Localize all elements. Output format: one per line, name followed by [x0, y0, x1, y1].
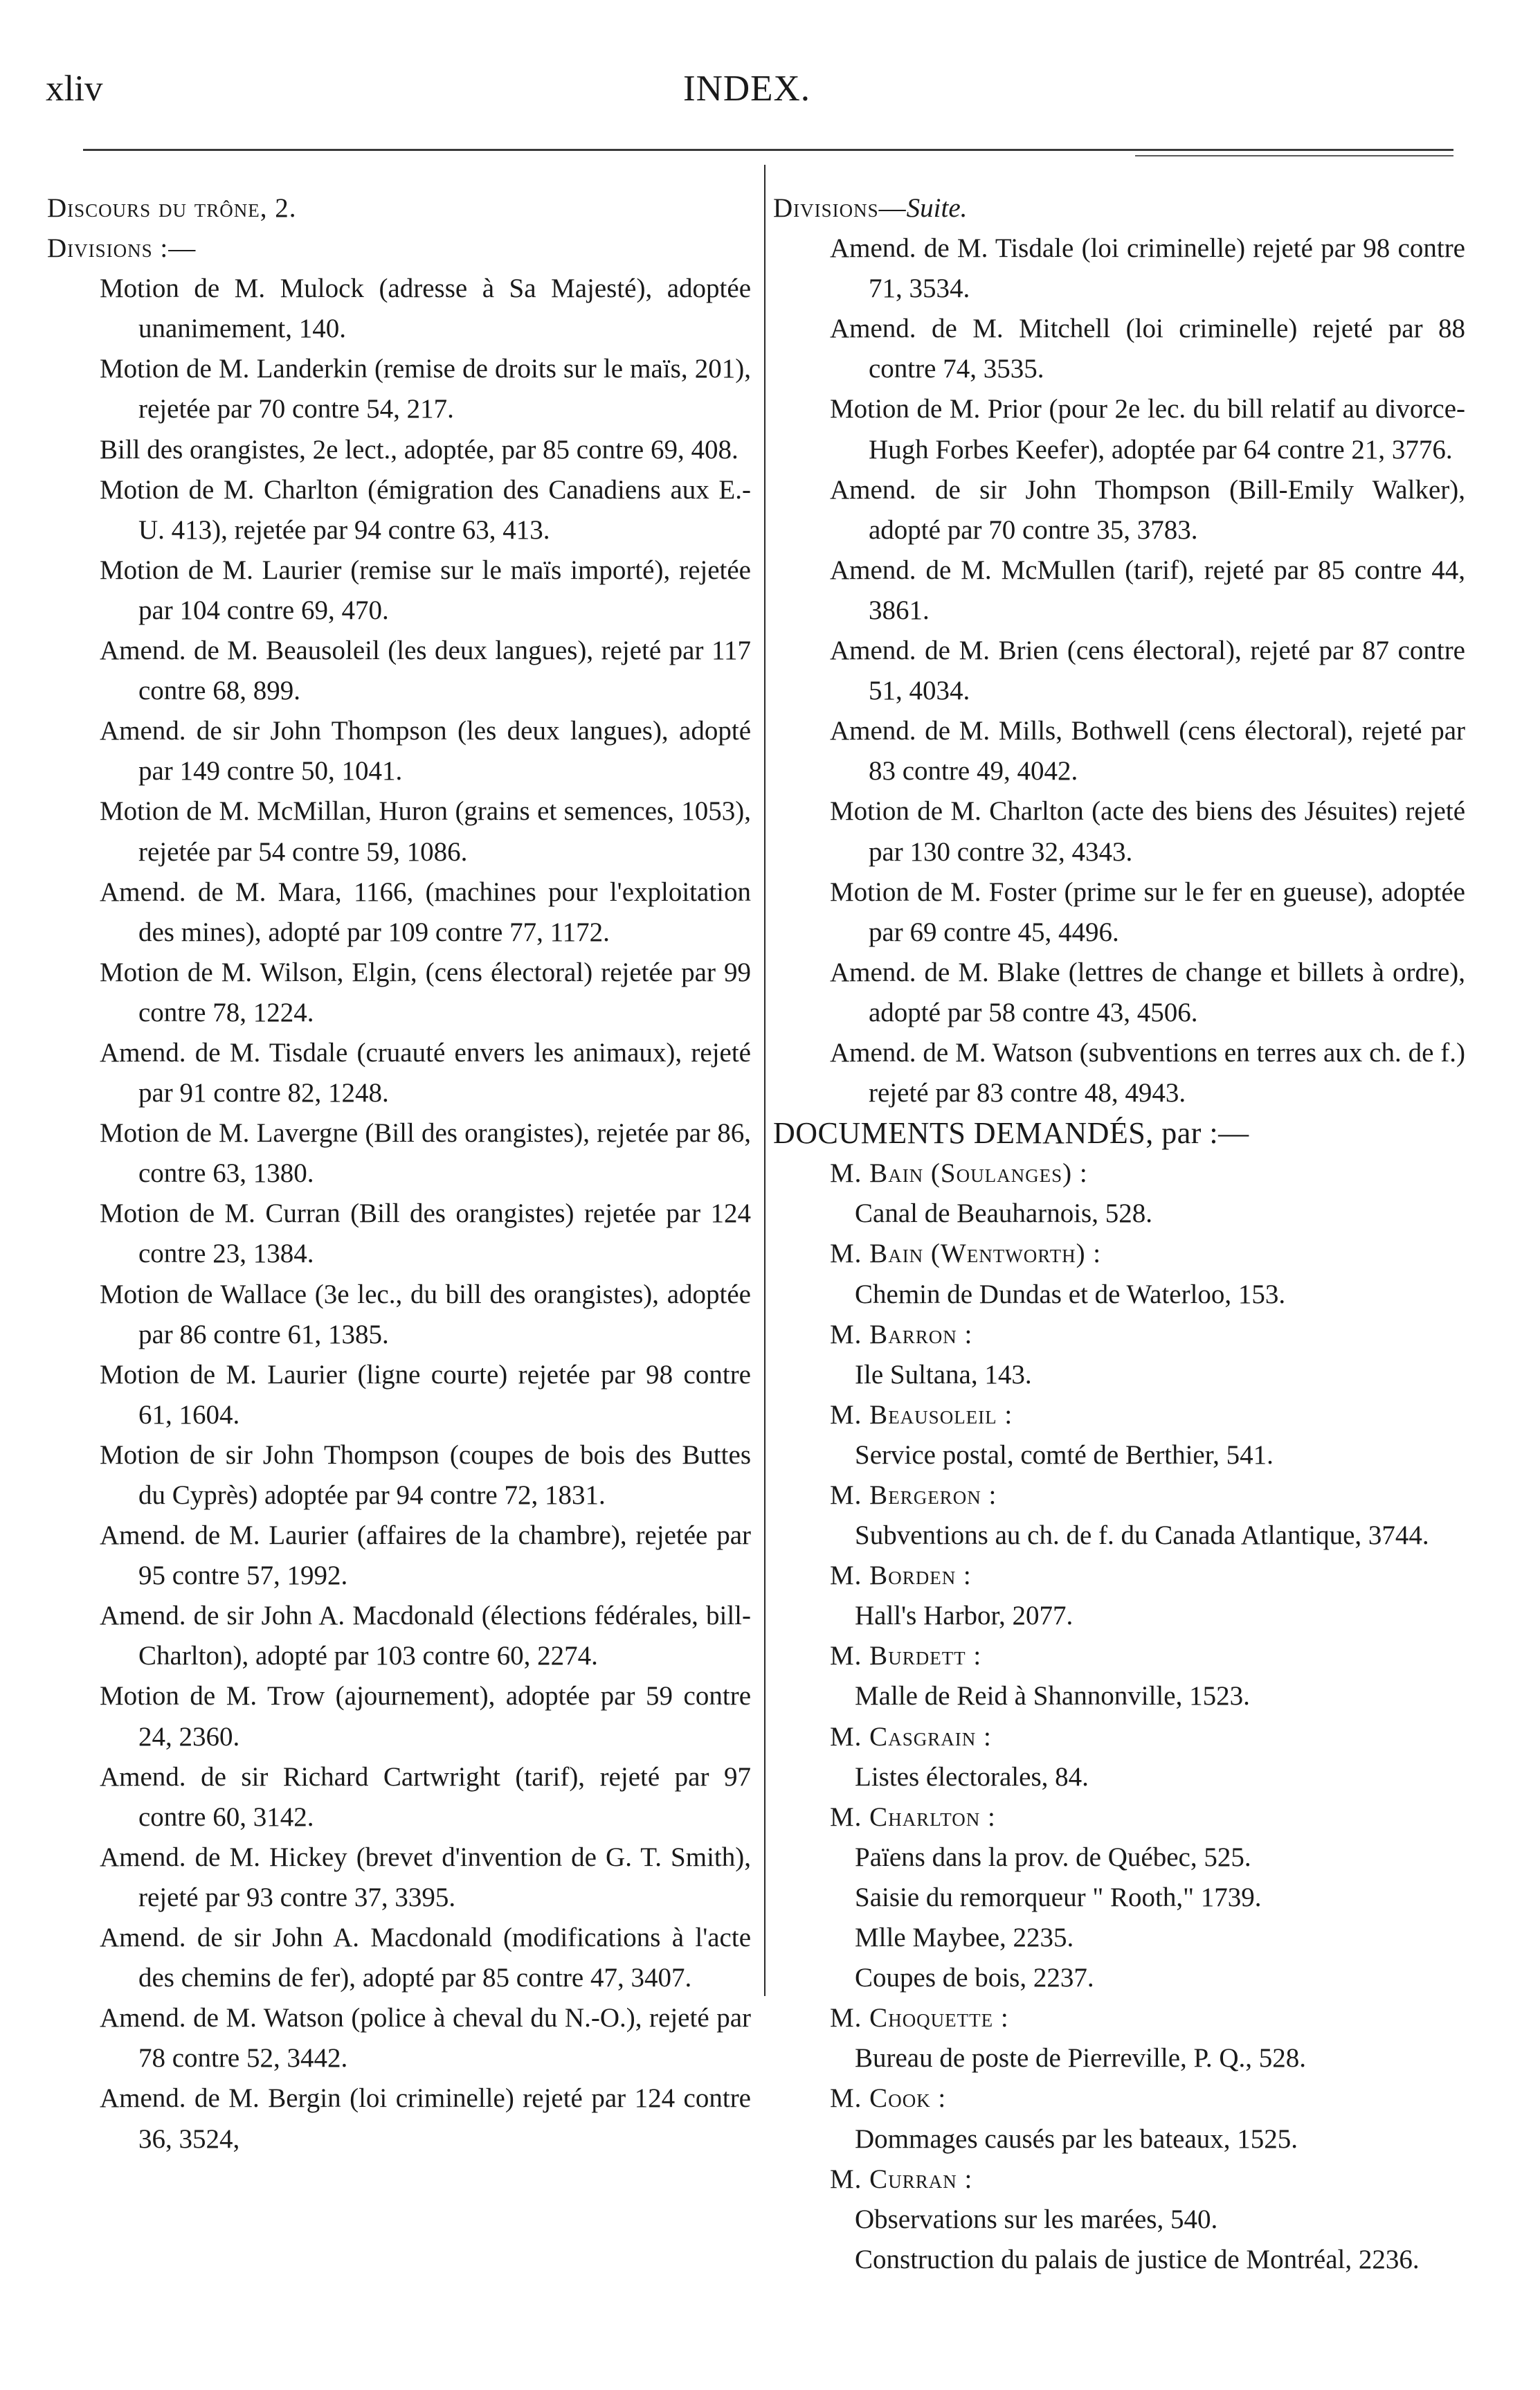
member-name: M. Borden :	[830, 1561, 972, 1591]
division-entry: Amend. de M. Hickey (brevet d'invention de G. T. Smith), rejeté par 93 contre 37, 3395.	[100, 1842, 751, 1912]
documents-list	[773, 1153, 1465, 2280]
column-divider	[764, 165, 766, 1996]
division-entry: Amend. de sir Richard Cartwright (tarif), rejeté par 97 contre 60, 3142.	[100, 1761, 751, 1832]
suite-label: Suite.	[906, 193, 968, 223]
division-entry: Motion de M. Charlton (acte des biens des Jésuites) rejeté par 130 contre 32, 4343.	[830, 796, 1465, 867]
division-entry: Amend. de M. Blake (lettres de change et billets à ordre), adopté par 58 contre 43, 4506.	[830, 957, 1465, 1027]
division-entry: Motion de M. Curran (Bill des orangistes) rejetée par 124 contre 23, 1384.	[100, 1198, 751, 1269]
document-subject: Listes électorales, 84.	[855, 1761, 1089, 1792]
member-name: M. Choquette :	[830, 2003, 1009, 2033]
division-entry: Amend. de M. Mara, 1166, (machines pour l'exploitation des mines), adopté par 109 contre 77, 1172.	[100, 877, 751, 947]
document-subject: Ile Sultana, 143.	[855, 1359, 1032, 1390]
division-entry: Motion de M. Wilson, Elgin, (cens électoral) rejetée par 99 contre 78, 1224.	[100, 957, 751, 1027]
document-group	[773, 1153, 1465, 1234]
document-group	[773, 1234, 1465, 1314]
divisions-heading: Divisions :—	[47, 233, 197, 264]
division-entry: Amend. de M. Beausoleil (les deux langues), rejeté par 117 contre 68, 899.	[100, 636, 751, 706]
division-entry: Motion de M. Mulock (adresse à Sa Majesté), adoptée unanimement, 140.	[100, 273, 751, 344]
document-subject: Coupes de bois, 2237.	[855, 1963, 1094, 1993]
document-subject: Dommages causés par les bateaux, 1525.	[855, 2123, 1298, 2154]
right-entries	[773, 228, 1465, 1113]
divisions-suite-heading	[773, 188, 1465, 228]
document-subject: Chemin de Dundas et de Waterloo, 153.	[855, 1279, 1286, 1309]
divisions-suite-label: Divisions—	[773, 193, 907, 223]
page-header	[40, 68, 1453, 123]
document-group	[773, 1315, 1465, 1395]
document-group	[773, 1475, 1465, 1556]
document-group	[773, 2078, 1465, 2159]
discours-heading: Discours du trône, 2.	[47, 193, 297, 223]
member-name: M. Beausoleil :	[830, 1399, 1013, 1430]
division-entry: Amend. de M. Laurier (affaires de la chambre), rejetée par 95 contre 57, 1992.	[100, 1520, 751, 1591]
division-entry: Motion de M. McMillan, Huron (grains et semences, 1053), rejetée par 54 contre 59, 1086.	[100, 796, 751, 867]
division-entry: Amend. de M. Bergin (loi criminelle) rejeté par 124 contre 36, 3524,	[100, 2083, 751, 2154]
division-entry: Motion de M. Lavergne (Bill des orangistes), rejetée par 86, contre 63, 1380.	[100, 1118, 751, 1189]
division-entry: Amend. de M. Mills, Bothwell (cens électoral), rejeté par 83 contre 49, 4042.	[830, 716, 1465, 787]
left-column	[47, 188, 751, 2159]
document-subject: Construction du palais de justice de Montréal, 2236.	[855, 2244, 1420, 2274]
document-subject: Saisie du remorqueur " Rooth," 1739.	[855, 1882, 1262, 1912]
division-entry: Amend. de sir John Thompson (les deux langues), adopté par 149 contre 50, 1041.	[100, 716, 751, 787]
division-entry: Amend. de M. Mitchell (loi criminelle) rejeté par 88 contre 74, 3535.	[830, 314, 1465, 384]
member-name: M. Bain (Wentworth) :	[830, 1239, 1102, 1269]
document-subject: Subventions au ch. de f. du Canada Atlantique, 3744.	[855, 1520, 1429, 1551]
document-subject: Païens dans la prov. de Québec, 525.	[855, 1842, 1251, 1872]
division-entry: Motion de M. Laurier (ligne courte) rejetée par 98 contre 61, 1604.	[100, 1359, 751, 1430]
division-entry: Amend. de sir John A. Macdonald (modifications à l'acte des chemins de fer), adopté par 85 contre 47, 3407.	[100, 1923, 751, 1993]
document-subject: Service postal, comté de Berthier, 541.	[855, 1439, 1274, 1470]
division-entry: Motion de M. Laurier (remise sur le maïs importé), rejetée par 104 contre 69, 470.	[100, 555, 751, 625]
document-subject: Hall's Harbor, 2077.	[855, 1601, 1074, 1631]
division-entry: Motion de sir John Thompson (coupes de bois des Buttes du Cyprès) adoptée par 94 contre 72, 1831.	[100, 1439, 751, 1510]
division-entry: Amend. de sir John Thompson (Bill-Emily Walker), adopté par 70 contre 35, 3783.	[830, 474, 1465, 545]
division-entry: Amend. de M. Brien (cens électoral), rejeté par 87 contre 51, 4034.	[830, 636, 1465, 706]
document-group	[773, 2159, 1465, 2280]
left-entries	[47, 269, 751, 2159]
division-entry: Motion de M. Charlton (émigration des Canadiens aux E.-U. 413), rejetée par 94 contre 63, 413.	[100, 474, 751, 545]
page-number: xliv	[46, 69, 103, 109]
member-name: M. Burdett :	[830, 1641, 982, 1671]
division-entry: Motion de M. Trow (ajournement), adoptée par 59 contre 24, 2360.	[100, 1681, 751, 1752]
document-group	[773, 1636, 1465, 1716]
division-entry: Amend. de M. McMullen (tarif), rejeté par 85 contre 44, 3861.	[830, 555, 1465, 625]
division-entry: Amend. de M. Watson (subventions en terres aux ch. de f.) rejeté par 83 contre 48, 4943.	[830, 1037, 1465, 1108]
member-name: M. Curran :	[830, 2164, 973, 2194]
header-rule-secondary	[1135, 155, 1453, 156]
division-entry: Amend. de sir John A. Macdonald (élections fédérales, bill-Charlton), adopté par 103 contre 60, 2274.	[100, 1601, 751, 1671]
division-entry: Motion de M. Landerkin (remise de droits sur le maïs, 201), rejetée par 70 contre 54, 217.	[100, 354, 751, 424]
division-entry: Bill des orangistes, 2e lect., adoptée, par 85 contre 69, 408.	[100, 434, 739, 465]
division-entry: Motion de M. Prior (pour 2e lec. du bill relatif au divorce-Hugh Forbes Keefer), adoptée par 64 contre 21, 3776.	[830, 394, 1465, 465]
division-entry: Motion de M. Foster (prime sur le fer en gueuse), adoptée par 69 contre 45, 4496.	[830, 877, 1465, 947]
document-group	[773, 1395, 1465, 1475]
division-entry: Amend. de M. Watson (police à cheval du N.-O.), rejeté par 78 contre 52, 3442.	[100, 2003, 751, 2074]
document-group	[773, 1998, 1465, 2078]
header-rule	[83, 149, 1453, 151]
division-entry: Amend. de M. Tisdale (loi criminelle) rejeté par 98 contre 71, 3534.	[830, 233, 1465, 304]
division-entry: Motion de Wallace (3e lec., du bill des orangistes), adoptée par 86 contre 61, 1385.	[100, 1279, 751, 1349]
document-subject: Malle de Reid à Shannonville, 1523.	[855, 1681, 1250, 1711]
document-subject: Observations sur les marées, 540.	[855, 2204, 1218, 2234]
division-entry: Amend. de M. Tisdale (cruauté envers les animaux), rejeté par 91 contre 82, 1248.	[100, 1037, 751, 1108]
member-name: M. Cook :	[830, 2083, 947, 2114]
member-name: M. Casgrain :	[830, 1721, 992, 1752]
member-name: M. Bergeron :	[830, 1480, 997, 1510]
running-title: INDEX.	[682, 69, 811, 109]
document-group	[773, 1797, 1465, 1998]
document-group	[773, 1556, 1465, 1636]
member-name: M. Charlton :	[830, 1802, 996, 1832]
document-subject: Bureau de poste de Pierreville, P. Q., 528.	[855, 2043, 1307, 2074]
right-column	[773, 188, 1465, 2280]
member-name: M. Barron :	[830, 1319, 973, 1349]
member-name: M. Bain (Soulanges) :	[830, 1158, 1088, 1189]
document-group	[773, 1717, 1465, 1797]
document-subject: Mlle Maybee, 2235.	[855, 1923, 1074, 1953]
documents-heading: DOCUMENTS DEMANDÉS, par :—	[773, 1116, 1249, 1151]
document-subject: Canal de Beauharnois, 528.	[855, 1198, 1152, 1229]
